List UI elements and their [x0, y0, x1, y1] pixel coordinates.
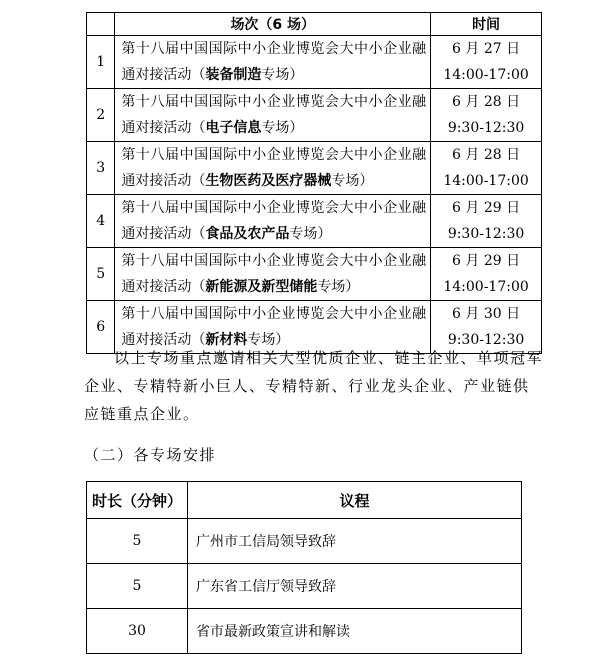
activity-suffix: 专场） — [289, 226, 332, 242]
activity-suffix: 专场） — [261, 120, 304, 136]
agenda-row — [87, 564, 522, 609]
session-date: 6 月 28 日 — [452, 147, 521, 163]
activity-cell — [115, 142, 431, 195]
activity-suffix: 专场） — [331, 173, 374, 189]
schedule-body — [87, 36, 542, 354]
session-date: 6 月 29 日 — [452, 200, 521, 216]
time-cell — [431, 36, 542, 89]
activity-theme: 装备制造 — [205, 67, 262, 83]
row-index: 4 — [87, 195, 115, 248]
activity-prefix: 第十八届中国国际中小企业博览会大中小企业融通对接活动（ — [121, 306, 427, 348]
row-index: 5 — [87, 248, 115, 301]
activity-prefix: 第十八届中国国际中小企业博览会大中小企业融通对接活动（ — [121, 94, 427, 136]
activity-theme: 食品及农产品 — [205, 226, 290, 242]
session-hours: 9:30-12:30 — [447, 332, 525, 348]
session-date: 6 月 28 日 — [452, 94, 521, 110]
agenda-duration: 5 — [87, 519, 188, 564]
activity-theme: 电子信息 — [205, 120, 262, 136]
section-heading: （二）各专场安排 — [84, 446, 217, 464]
activity-cell — [115, 248, 431, 301]
schedule-row — [87, 195, 542, 248]
activity-suffix: 专场） — [261, 67, 304, 83]
session-date: 6 月 30 日 — [452, 306, 521, 322]
session-hours: 9:30-12:30 — [447, 226, 525, 242]
schedule-row — [87, 142, 542, 195]
time-cell — [431, 195, 542, 248]
time-cell — [431, 248, 542, 301]
activity-theme: 新材料 — [205, 332, 248, 348]
agenda-row — [87, 609, 522, 654]
agenda-duration: 30 — [87, 609, 188, 654]
schedule-row — [87, 248, 542, 301]
row-index: 2 — [87, 89, 115, 142]
session-date: 6 月 29 日 — [452, 253, 521, 269]
time-cell — [431, 89, 542, 142]
schedule-header-row — [87, 13, 542, 36]
session-hours: 9:30-12:30 — [447, 120, 525, 136]
activity-cell — [115, 36, 431, 89]
session-hours: 14:00-17:00 — [443, 279, 529, 295]
agenda-item: 广州市工信局领导致辞 — [188, 519, 522, 564]
activity-prefix: 第十八届中国国际中小企业博览会大中小企业融通对接活动（ — [121, 200, 427, 242]
row-index: 1 — [87, 36, 115, 89]
activity-prefix: 第十八届中国国际中小企业博览会大中小企业融通对接活动（ — [121, 41, 427, 83]
row-index: 3 — [87, 142, 115, 195]
activity-prefix: 第十八届中国国际中小企业博览会大中小企业融通对接活动（ — [121, 147, 427, 189]
agenda-item: 广东省工信厅领导致辞 — [188, 564, 522, 609]
activity-cell — [115, 195, 431, 248]
activity-cell — [115, 89, 431, 142]
session-header: 场次（6 场） — [115, 13, 431, 36]
index-header — [87, 13, 115, 36]
row-index: 6 — [87, 301, 115, 354]
schedule-row — [87, 89, 542, 142]
time-cell — [431, 142, 542, 195]
session-hours: 14:00-17:00 — [443, 67, 529, 83]
invitation-paragraph: 以上专场重点邀请相关大型优质企业、链主企业、单项冠军企业、专精特新小巨人、专精特新、行业龙头企业、产业链供应链重点企业。 — [84, 349, 544, 423]
schedule-table — [86, 12, 542, 354]
agenda-row — [87, 519, 522, 564]
activity-suffix: 专场） — [247, 332, 290, 348]
activity-theme: 新能源及新型储能 — [205, 279, 318, 295]
duration-header: 时长（分钟） — [87, 482, 188, 519]
activity-prefix: 第十八届中国国际中小企业博览会大中小企业融通对接活动（ — [121, 253, 427, 295]
schedule-row — [87, 36, 542, 89]
agenda-item: 省市最新政策宣讲和解读 — [188, 609, 522, 654]
session-hours: 14:00-17:00 — [443, 173, 529, 189]
activity-suffix: 专场） — [317, 279, 360, 295]
session-date: 6 月 27 日 — [452, 41, 521, 57]
agenda-table — [86, 481, 522, 654]
time-header: 时间 — [431, 13, 542, 36]
activity-theme: 生物医药及医疗器械 — [205, 173, 332, 189]
agenda-duration: 5 — [87, 564, 188, 609]
agenda-item-header: 议程 — [188, 482, 522, 519]
agenda-body — [87, 519, 522, 654]
agenda-header-row — [87, 482, 522, 519]
